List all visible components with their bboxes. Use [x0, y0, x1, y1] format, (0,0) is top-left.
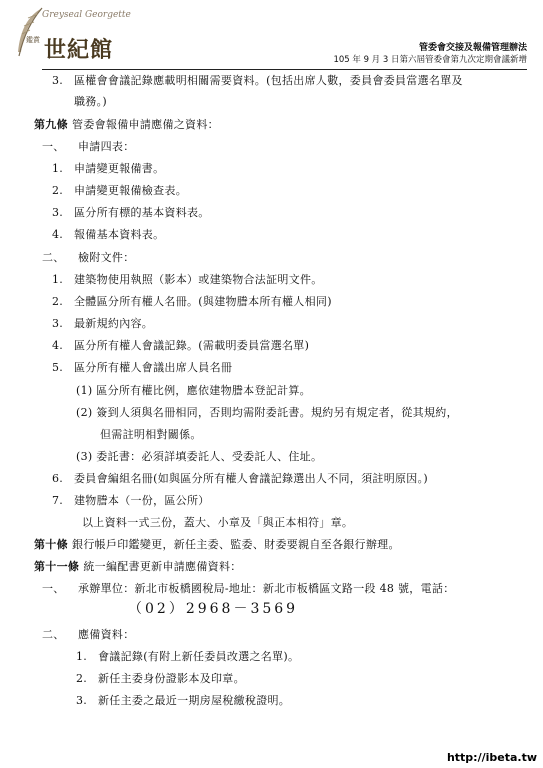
- header-subtitle: 105 年 9 月 3 日第六屆管委會第九次定期會議新增: [333, 55, 527, 65]
- list-item: 4. 區分所有權人會議記錄。(需載明委員當選名單): [52, 339, 310, 352]
- list-item: 1. 申請變更報備書。: [52, 162, 165, 175]
- article-11: 第十一條 統一編配書更新申請應備資料：: [34, 560, 242, 573]
- list-item: 3. 區分所有標的基本資料表。: [52, 206, 210, 219]
- list-item: 2. 申請變更報備檢查表。: [52, 184, 187, 197]
- list-item: 3. 新任主委之最近一期房屋稅繳稅證明。: [76, 694, 291, 707]
- phone-number: （02）2968－3569: [128, 601, 299, 617]
- list-item: 3. 區權會會議記錄應載明相關需要資料。(包括出席人數，委員會委員當選名單及: [52, 74, 463, 87]
- header-rule: [42, 69, 527, 70]
- list-item: 7. 建物謄本（一份，區公所）: [52, 494, 210, 507]
- sub-item: (3) 委託書：必須詳填委託人、受委託人、住址。: [76, 450, 323, 463]
- list-item: 5. 區分所有權人會議出席人員名冊: [52, 361, 233, 374]
- logo-name: 世紀館: [44, 37, 114, 63]
- list-item: 6. 委員會編組名冊(如與區分所有權人會議記錄選出人不同，須註明原因。): [52, 472, 428, 485]
- sub-item: (2) 簽到人須與名冊相同，否則均需附委託書。規約另有規定者，從其規約，: [76, 406, 458, 419]
- site-logo: [12, 6, 132, 62]
- logo-tag: 鑑賞: [26, 36, 40, 44]
- sub-item-continuation: 但需註明相對關係。: [100, 428, 202, 441]
- logo-script-text: Greyseal Georgette: [42, 10, 131, 20]
- list-item: 4. 報備基本資料表。: [52, 228, 165, 241]
- list-item: 1. 建築物使用執照（影本）或建築物合法証明文件。: [52, 273, 323, 286]
- header-title: 管委會交接及報備管理辦法: [418, 43, 527, 53]
- note: 以上資料一式三份，蓋大、小章及「與正本相符」章。: [82, 516, 354, 529]
- list-item-continuation: 職務。): [74, 95, 107, 108]
- list-item: 2. 新任主委身份證影本及印章。: [76, 672, 245, 685]
- watermark-url: http://ibeta.tw: [446, 751, 537, 764]
- list-item: 3. 最新規約內容。: [52, 317, 154, 330]
- section-heading: 一、 申請四表：: [42, 140, 135, 153]
- section-heading: 二、 應備資料：: [42, 628, 135, 641]
- article-10: 第十條 銀行帳戶印鑑變更，新任主委、監委、財委要親自至各銀行辦理。: [34, 538, 400, 551]
- list-item: 2. 全體區分所有權人名冊。(與建物謄本所有權人相同): [52, 295, 332, 308]
- document-header: [333, 42, 527, 66]
- quill-feather-icon: [12, 6, 46, 62]
- section-heading: 二、 檢附文件：: [42, 251, 135, 264]
- article-9: 第九條 管委會報備申請應備之資料：: [34, 118, 219, 131]
- list-item: 1. 會議記錄(有附上新任委員改選之名單)。: [76, 650, 300, 663]
- sub-item: (1) 區分所有權比例，應依建物謄本登記計算。: [76, 384, 311, 397]
- section-heading: 一、 承辦單位：新北市板橋國稅局-地址：新北市板橋區文路一段 48 號，電話：: [42, 582, 455, 595]
